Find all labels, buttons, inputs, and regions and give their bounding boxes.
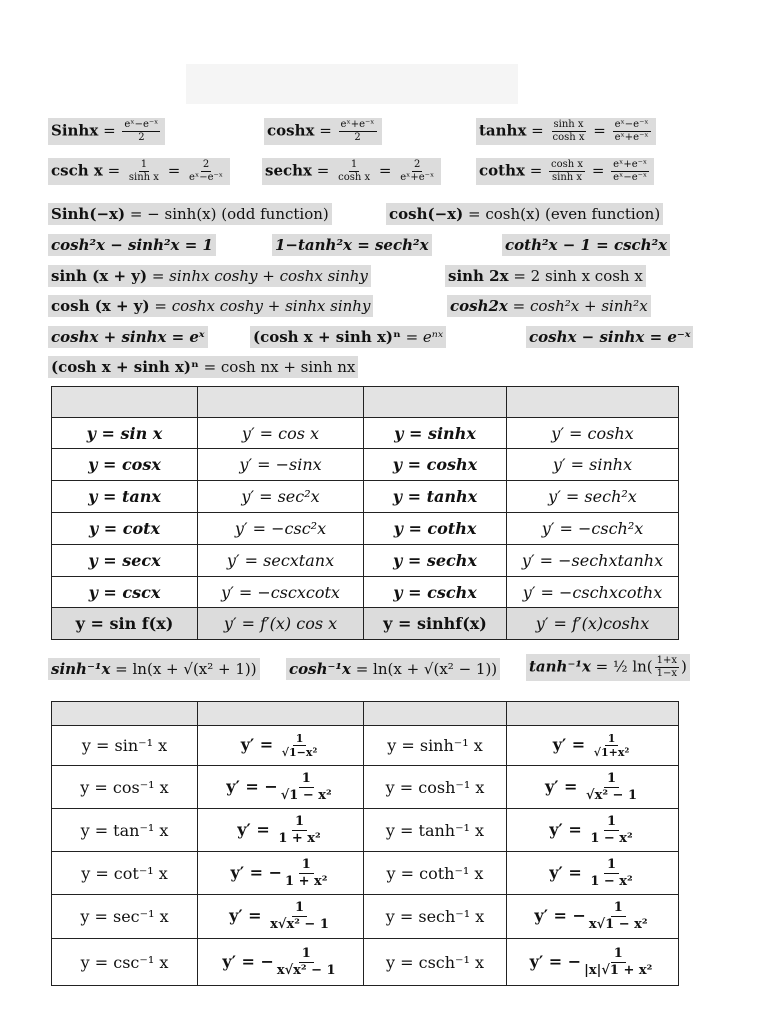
table-cell: y′ = −sechxtanhx: [507, 545, 679, 577]
table-cell: [198, 726, 364, 766]
table-cell: [198, 895, 364, 939]
deriv-prefix: y′ =: [237, 819, 276, 839]
table-cell: y′ = −csch²x: [507, 513, 679, 545]
table-cell: [507, 726, 679, 766]
identity-text: coshx + sinhx = eˣ: [48, 326, 208, 348]
exp-identity-1: [48, 326, 208, 348]
header-cell: [198, 702, 364, 726]
identity-text: 1−tanh²x = sech²x: [272, 234, 432, 256]
def-coth-frac1: [549, 159, 585, 184]
table-cell: y′ = −sinx: [198, 449, 364, 481]
def-csch-frac1: [127, 159, 161, 184]
asinh-lhs: sinh⁻¹x: [51, 660, 111, 678]
table-row: [52, 895, 679, 939]
pythag-identity-3: [502, 234, 670, 256]
sinh-addition-lhs: sinh (x + y): [51, 267, 148, 285]
table-row: [52, 809, 679, 852]
pythag-identity-2: [272, 234, 432, 256]
def-csch-label: csch x: [51, 161, 103, 180]
table-cell: y′ = −cschxcothx: [507, 577, 679, 608]
frac-den: eˣ−e⁻ˣ: [189, 172, 224, 183]
table-cell: y = sech⁻¹ x: [364, 895, 507, 939]
frac-num: 2: [414, 159, 421, 170]
def-coth-label: cothx: [479, 161, 525, 180]
title-bar: [186, 64, 518, 104]
atanh-lhs: tanh⁻¹x: [529, 657, 591, 676]
deriv-frac: [282, 857, 330, 890]
frac-den: 1 + x²: [278, 830, 321, 846]
table-cell: y′ = sec²x: [198, 481, 364, 513]
sinh-double-lhs: sinh 2x: [448, 267, 509, 285]
table-cell: y = sec⁻¹ x: [52, 895, 198, 939]
table-cell: y = sinhx: [364, 418, 507, 449]
deriv-prefix: y′ =: [229, 906, 268, 925]
frac-num: 1: [292, 900, 307, 917]
table-cell: [198, 766, 364, 809]
deriv-prefix: y′ =: [544, 776, 584, 796]
table-cell: y = csch⁻¹ x: [364, 939, 507, 986]
sinh-addition: [48, 265, 371, 287]
de-moivre-identity: [48, 356, 358, 378]
table-cell: y = sin x: [52, 418, 198, 449]
table-cell: y = sinh⁻¹ x: [364, 726, 507, 766]
table-cell: [198, 852, 364, 895]
table-cell: y = sin f(x): [52, 608, 198, 640]
table-header-row: [52, 702, 679, 726]
def-sech-label: sechx: [265, 161, 312, 180]
table-cell: [507, 852, 679, 895]
frac-num: 1: [604, 771, 619, 788]
table-cell: y′ = sech²x: [507, 481, 679, 513]
table-row: [52, 481, 679, 513]
sinh-addition-rhs: = sinhx coshy + coshx sinhy: [151, 267, 368, 285]
frac-num: 1: [299, 857, 314, 874]
table-cell: y = sinhf(x): [364, 608, 507, 640]
even-rhs: = cosh(x) (even function): [467, 205, 661, 223]
frac-num: eˣ−e⁻ˣ: [614, 119, 649, 130]
acosh-formula: [286, 658, 500, 680]
deriv-frac: [275, 814, 323, 847]
frac-num: 1: [604, 814, 619, 831]
table-cell: y = cosx: [52, 449, 198, 481]
def-coth-frac2: [611, 159, 649, 184]
frac-den: sinh x: [128, 172, 159, 183]
def-coth: cothx = $\frac{\text{cosh x}}{\text{sinh x}}$ = $\frac{\text{eˣ+e⁻ˣ}}{\text{eˣ−e⁻ˣ}}$: [476, 158, 654, 185]
even-lhs: cosh(−x): [389, 205, 464, 223]
deriv-frac: [587, 857, 635, 890]
header-cell: [507, 387, 679, 418]
table-cell: y = cothx: [364, 513, 507, 545]
deriv-frac: [279, 732, 320, 759]
header-cell: [52, 702, 198, 726]
table-cell: y = cot⁻¹ x: [52, 852, 198, 895]
frac-den: cosh x: [338, 172, 371, 183]
frac-den: sinh x: [552, 172, 583, 183]
frac-num: 1+x: [656, 655, 678, 666]
atanh-frac: [655, 655, 679, 680]
deriv-prefix: y′ = −: [222, 951, 274, 971]
frac-num: eˣ+e⁻ˣ: [340, 119, 375, 130]
atanh-rhs: = ½ ln: [595, 657, 647, 676]
table-cell: [198, 809, 364, 852]
frac-num: 1: [611, 900, 626, 917]
acosh-lhs: cosh⁻¹x: [289, 660, 351, 678]
table-cell: y = cos⁻¹ x: [52, 766, 198, 809]
sinh-double: [445, 265, 646, 287]
table-cell: y = cschx: [364, 577, 507, 608]
def-csch-frac2: [187, 159, 225, 184]
table-cell: [507, 809, 679, 852]
header-cell: [364, 387, 507, 418]
atanh-formula: tanh⁻¹x = ½ ln( $\frac{1+x}{1-x}$ ): [526, 654, 690, 681]
deriv-frac: [586, 900, 651, 933]
table-cell: y = sechx: [364, 545, 507, 577]
table-cell: y = tanx: [52, 481, 198, 513]
frac-den: 1−x: [656, 668, 678, 679]
odd-lhs: Sinh(−x): [51, 205, 126, 223]
table-cell: [507, 895, 679, 939]
frac-num: eˣ−e⁻ˣ: [124, 119, 159, 130]
def-cosh-label: coshx: [267, 121, 315, 140]
cosh-double-lhs: cosh2x: [450, 297, 508, 315]
frac-num: cosh x: [551, 159, 584, 170]
table-cell: y = csc⁻¹ x: [52, 939, 198, 986]
exp-identity-2-rhs: = eⁿˣ: [405, 328, 444, 346]
cosh-double-rhs: = cosh²x + sinh²x: [512, 297, 648, 315]
table-cell: y = cosh⁻¹ x: [364, 766, 507, 809]
sinh-double-rhs: = 2 sinh x cosh x: [513, 267, 643, 285]
table-cell: [198, 939, 364, 986]
frac-num: 1: [299, 771, 314, 788]
frac-den: 1 − x²: [590, 873, 633, 889]
exp-identity-3: [526, 326, 693, 348]
def-sinh: Sinhx = $\frac{\text{eˣ−e⁻ˣ}}{2}$: [48, 118, 165, 145]
frac-num: 1: [293, 732, 307, 746]
inverse-derivative-table: [51, 701, 679, 986]
table-cell: y = coth⁻¹ x: [364, 852, 507, 895]
table-cell: y′ = cos x: [198, 418, 364, 449]
frac-den: cosh x: [552, 132, 585, 143]
def-tanh: tanhx = $\frac{\text{sinh x}}{\text{cosh x}}$ = $\frac{\text{eˣ−e⁻ˣ}}{\text{eˣ+e⁻ˣ}}$: [476, 118, 656, 145]
frac-den: x√x² − 1: [270, 917, 329, 932]
frac-den: x√1 − x²: [588, 917, 648, 932]
table-row: [52, 939, 679, 986]
table-cell: y = coshx: [364, 449, 507, 481]
table-row: [52, 577, 679, 608]
table-row: [52, 513, 679, 545]
table-row: [52, 726, 679, 766]
header-cell: [52, 387, 198, 418]
frac-den: √1 − x²: [280, 787, 332, 803]
table-cell: y = tanhx: [364, 481, 507, 513]
table-cell: y′ = −csc²x: [198, 513, 364, 545]
table-cell: y′ = secxtanx: [198, 545, 364, 577]
identity-text: cosh²x − sinh²x = 1: [48, 234, 216, 256]
deriv-frac: [267, 900, 332, 933]
deriv-frac: [587, 814, 635, 847]
frac-den: eˣ+e⁻ˣ: [614, 132, 649, 143]
frac-den: √1+x²: [593, 746, 630, 759]
deriv-prefix: y′ = −: [230, 862, 283, 882]
table-cell: [507, 939, 679, 986]
frac-den: |x|√1 + x²: [584, 962, 653, 978]
pythag-identity-1: [48, 234, 216, 256]
table-cell: y = tanh⁻¹ x: [364, 809, 507, 852]
frac-num: sinh x: [553, 119, 584, 130]
frac-den: √x² − 1: [586, 787, 638, 803]
frac-num: 1: [292, 814, 307, 831]
deriv-frac: [591, 732, 632, 759]
frac-num: 1: [611, 946, 626, 963]
deriv-prefix: y′ =: [549, 819, 588, 839]
deriv-frac: [581, 946, 655, 979]
frac-den: 2: [138, 132, 145, 143]
odd-rhs: = − sinh(x) (odd function): [129, 205, 329, 223]
deriv-frac: [278, 771, 335, 804]
table-header-row: [52, 387, 679, 418]
asinh-formula: [48, 658, 260, 680]
identity-text: coshx − sinhx = e⁻ˣ: [526, 326, 693, 348]
deriv-frac: [583, 771, 640, 804]
def-sech-frac2: [398, 159, 436, 184]
table-row: [52, 449, 679, 481]
def-tanh-frac2: [613, 119, 651, 144]
frac-num: 1: [140, 159, 148, 170]
def-sech: sechx = $\frac{1}{\text{cosh x}}$ = $\frac{2}{\text{eˣ+e⁻ˣ}}$: [262, 158, 441, 185]
frac-den: eˣ+e⁻ˣ: [400, 172, 435, 183]
frac-den: 1 + x²: [285, 873, 328, 889]
de-moivre-rhs: = cosh nx + sinh nx: [203, 358, 356, 376]
derivative-table: [51, 386, 679, 640]
table-cell: y′ = f′(x) cos x: [198, 608, 364, 640]
def-tanh-label: tanhx: [479, 121, 527, 140]
deriv-prefix: y′ = −: [529, 951, 582, 971]
def-cosh: coshx = $\frac{\text{eˣ+e⁻ˣ}}{2}$: [264, 118, 382, 145]
frac-num: eˣ+e⁻ˣ: [613, 159, 648, 170]
def-sinh-label: Sinhx: [51, 121, 99, 140]
frac-den: 2: [354, 132, 361, 143]
deriv-prefix: y′ = −: [534, 906, 586, 925]
frac-den: 1 − x²: [590, 830, 633, 846]
deriv-frac: [274, 946, 339, 979]
table-cell: y′ = −cscxcotx: [198, 577, 364, 608]
de-moivre-lhs: (cosh x + sinh x)ⁿ: [51, 358, 199, 376]
cosh-double: [447, 295, 651, 317]
def-cosh-frac: [339, 119, 377, 144]
table-cell: y = tan⁻¹ x: [52, 809, 198, 852]
def-sech-frac1: [336, 159, 372, 184]
deriv-prefix: y′ =: [552, 735, 591, 754]
identity-text: coth²x − 1 = csch²x: [502, 234, 670, 256]
frac-den: x√x² − 1: [276, 962, 336, 978]
table-cell: y = cotx: [52, 513, 198, 545]
table-cell: y′ = sinhx: [507, 449, 679, 481]
frac-num: 1: [604, 857, 619, 874]
cosh-addition-rhs: = coshx coshy + sinhx sinhy: [154, 297, 371, 315]
frac-den: √1−x²: [281, 746, 318, 759]
table-row: [52, 608, 679, 640]
table-row: [52, 852, 679, 895]
frac-num: 1: [299, 946, 314, 963]
acosh-rhs: = ln(x + √(x² − 1)): [355, 660, 498, 678]
table-row: [52, 418, 679, 449]
frac-num: 2: [202, 159, 210, 170]
deriv-prefix: y′ =: [549, 862, 588, 882]
def-tanh-frac1: [551, 119, 587, 144]
def-sinh-frac: [122, 119, 160, 144]
table-cell: [507, 766, 679, 809]
cosh-addition: [48, 295, 373, 317]
table-row: [52, 766, 679, 809]
deriv-prefix: y′ =: [240, 735, 279, 754]
even-function: [386, 203, 663, 225]
exp-identity-2: [250, 326, 446, 348]
header-cell: [198, 387, 364, 418]
frac-den: eˣ−e⁻ˣ: [613, 172, 648, 183]
header-cell: [507, 702, 679, 726]
exp-identity-2-lhs: (cosh x + sinh x)ⁿ: [253, 328, 401, 346]
odd-function: [48, 203, 332, 225]
table-cell: y = cscx: [52, 577, 198, 608]
table-cell: y = sin⁻¹ x: [52, 726, 198, 766]
table-row: [52, 545, 679, 577]
def-csch: csch x = $\frac{1}{\text{sinh x}}$ = $\frac{2}{\text{eˣ−e⁻ˣ}}$: [48, 158, 230, 185]
asinh-rhs: = ln(x + √(x² + 1)): [115, 660, 257, 678]
frac-num: 1: [350, 159, 358, 170]
deriv-prefix: y′ = −: [226, 776, 278, 796]
cosh-addition-lhs: cosh (x + y): [51, 297, 150, 315]
frac-num: 1: [605, 732, 619, 746]
header-cell: [364, 702, 507, 726]
table-cell: y′ = coshx: [507, 418, 679, 449]
table-cell: y = secx: [52, 545, 198, 577]
table-cell: y′ = f′(x)coshx: [507, 608, 679, 640]
